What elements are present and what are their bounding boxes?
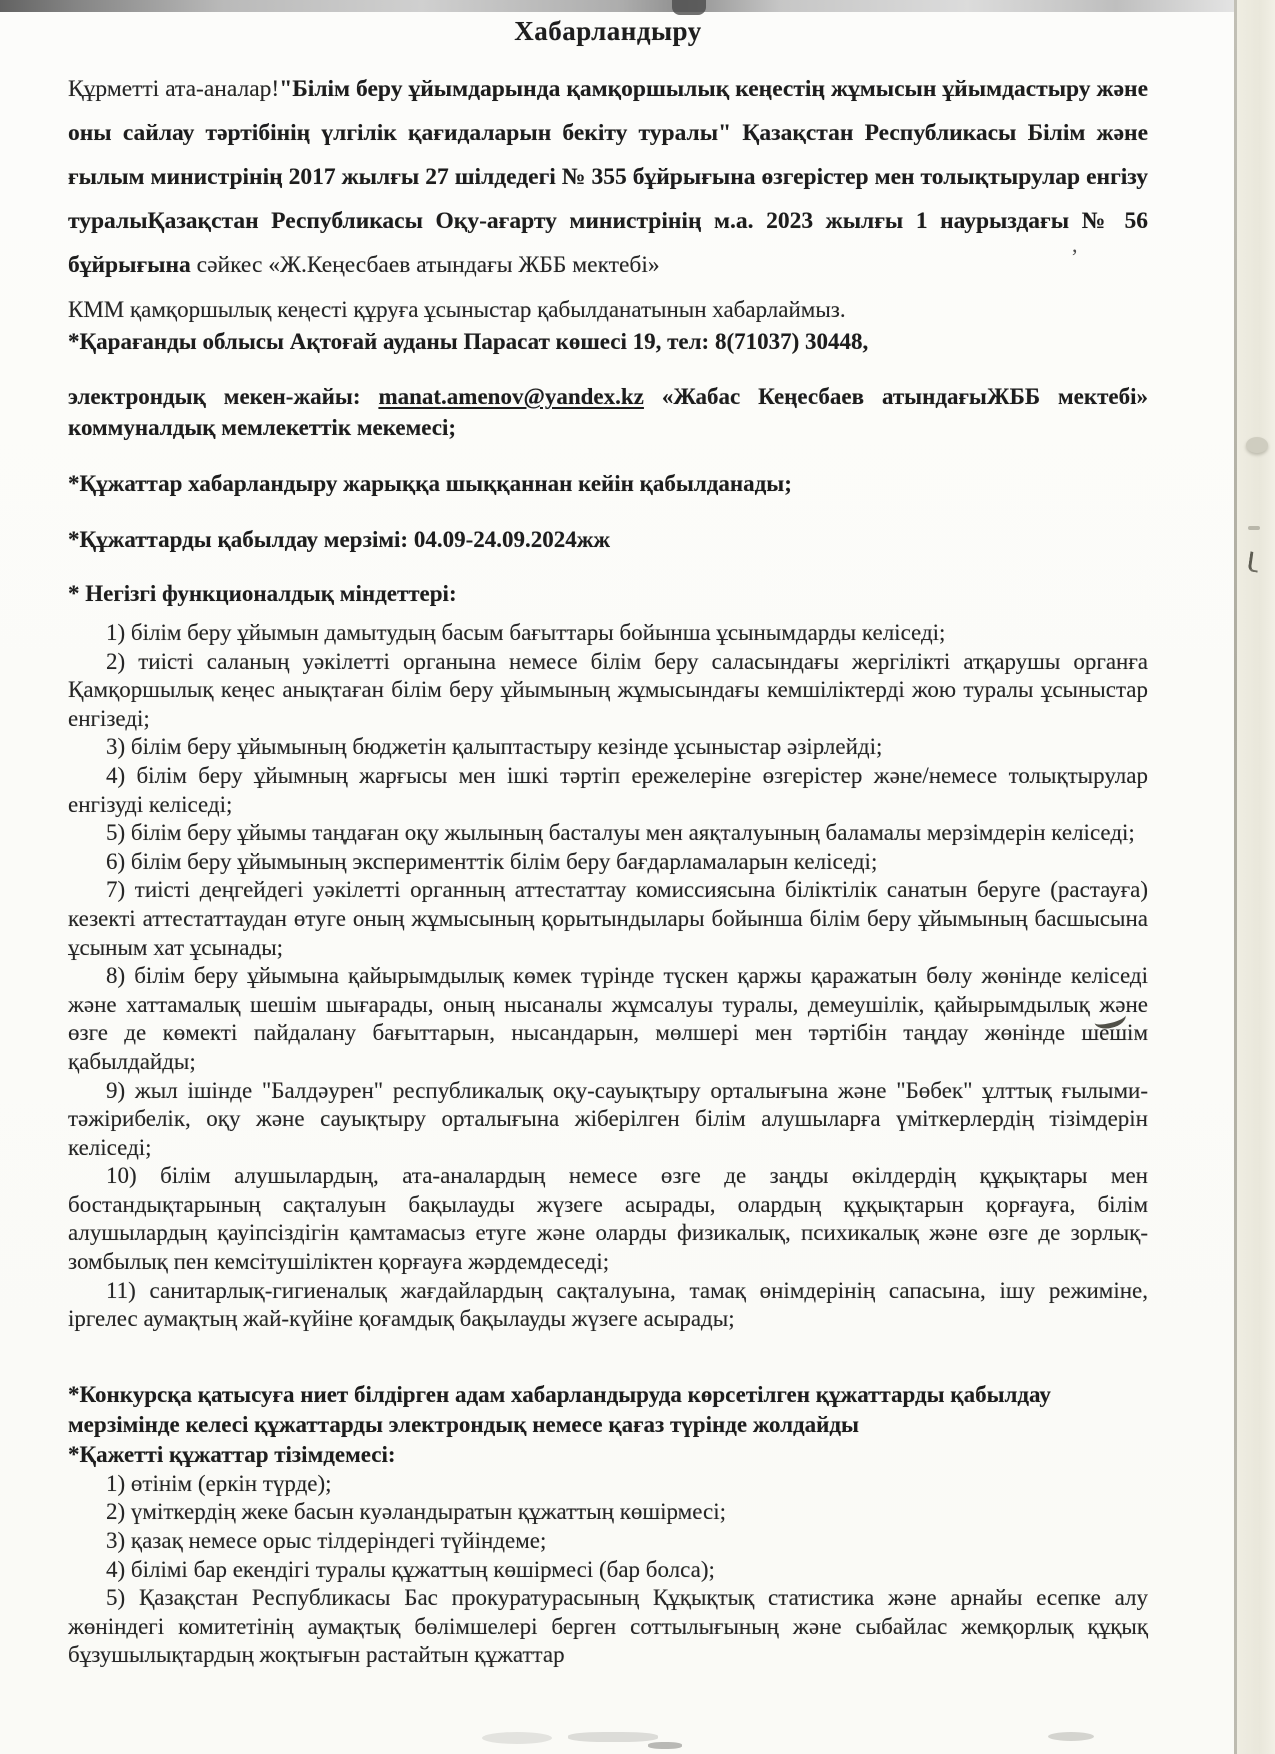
right-edge-strip [1237, 0, 1275, 1754]
scan-top-edge-artifact [0, 0, 1240, 12]
deadline-note: *Құжаттарды қабылдау мерзімі: 04.09-24.09.2024жж [68, 527, 611, 552]
email-label: электрондық мекен-жайы: [68, 384, 379, 409]
intro-paragraph [68, 67, 1148, 287]
scan-smudge [568, 1732, 658, 1742]
duty-item: 6) білім беру ұйымының эксперименттік білім беру бағдарламаларын келіседі; [106, 848, 878, 874]
scan-smudge [482, 1732, 552, 1744]
required-doc-item: 1) өтінім (еркін түрде); [106, 1470, 332, 1496]
duty-item: 2) тиісті саланың уәкілетті органына немесе білім беру саласындағы жергілікті атқарушы органға Қамқоршылық кеңес анықтаған білім беру ұйымының жұмысындағы кемшіліктерді жою туралы ұсыныстар енгізеді; [68, 648, 1148, 731]
required-doc-item: 4) білімі бар екендігі туралы құжаттың көшірмесі (бар болса); [106, 1556, 715, 1582]
duty-item: 7) тиісті деңгейдегі уәкілетті органның аттестаттау комиссиясына біліктілік санатын беруге (растауға) кезекті аттестаттаудан өтуге оның жұмысының қорытындылары бойынша білім беру ұйымының басшысына ұсыным хат ұсынады; [68, 877, 1148, 960]
duty-item: 4) білім беру ұйымның жарғысы мен ішкі тәртіп ережелеріне өзгерістер және/немесе толықтырулар енгізуді келіседі; [68, 762, 1148, 817]
scan-top-blob-artifact [672, 0, 706, 15]
docs-accepted-note: *Құжаттар хабарландыру жарыққа шыққаннан кейін қабылданады; [68, 471, 792, 496]
scan-smudge [1248, 526, 1260, 530]
duty-item: 8) білім беру ұйымына қайырымдылық көмек түрінде түскен қаржы қаражатын бөлу жөнінде келіседі және хаттамалық шешім шығарады, оның нысаналы жұмсалуы туралы, демеушілік, қайырымдылық және өзге де көмекті пайдалану бағыттарын, нысандарын, мөлшері мен тәртібін таңдау жөнінде шешім қабылдайды; [68, 963, 1148, 1074]
duty-item: 10) білім алушылардың, ата-аналардың немесе өзге де заңды өкілдердің құқықтары мен бостандықтарының сақталуын бақылауды жүзеге асырады, олардың құқықтарын қорғауға, білім алушылардың қауіпсіздігін қамтамасыз етуге және оларды физикалық, психикалық және өзге де зорлық-зомбылық пен кемсітушіліктен қорғауға жәрдемдеседі; [68, 1163, 1148, 1275]
duty-item: 1) білім беру ұйымын дамытудың басым бағыттары бойынша ұсынымдарды келіседі; [106, 620, 946, 645]
stray-comma-mark: , [1072, 232, 1078, 257]
duty-item: 5) білім беру ұйымы таңдаған оқу жылының басталуы мен аяқталуының баламалы мерзімдерін келіседі; [106, 820, 1135, 846]
duty-item: 11) санитарлық-гигиеналық жағдайлардың сақталуына, тамақ өнімдерінің сапасына, ішу режиміне, іргелес аумақтың жай-күйіне қоғамдық бақылауды жүзеге асырады; [68, 1277, 1148, 1332]
address-line: *Қарағанды облысы Ақтоғай ауданы Парасат көшесі 19, тел: 8(71037) 30448, [68, 329, 869, 354]
intro-greeting: Құрметті ата-аналар! [68, 76, 280, 102]
document-body [68, 16, 1148, 1670]
duties-list [68, 619, 1148, 1334]
scan-smudge [1246, 437, 1268, 453]
page-title: Хабарландыру [514, 16, 702, 46]
required-doc-item: 2) үміткердің жеке басын куәландыратын құжаттың көшірмесі; [106, 1499, 726, 1525]
email-paragraph [68, 381, 1148, 443]
email-address: manat.amenov@yandex.kz [378, 384, 644, 409]
duty-item: 3) білім беру ұйымының бюджетін қалыптастыру кезінде ұсыныстар әзірлейді; [106, 734, 883, 760]
scan-smudge [1048, 1732, 1094, 1741]
required-doc-item: 3) қазақ немесе орыс тілдеріндегі түйіндеме; [106, 1528, 547, 1554]
duty-item: 9) жыл ішінде "Балдәурен" республикалық оқу-сауықтыру орталығына және "Бөбек" ұлттық ғылыми-тәжірибелік, оқу және сауықтыру орталығына жіберілген білім алушыларға үміткерлердің тізімдерін келіседі; [68, 1077, 1148, 1160]
required-doc-item: 5) Қазақстан Республикасы Бас прокуратурасының Құқықтық статистика және арнайы есепке алу жөніндегі комитетінің аумақтық бөлімшелері берген соттылығының және сыбайлас жемқорлық құқық бұзушылықтардың жоқтығын растайтын құжаттар [68, 1585, 1148, 1668]
competition-note: *Конкурсқа қатысуға ниет білдірген адам хабарландыруда көрсетілген құжаттарды қабылдау мерзімінде келесі құжаттарды электрондық немесе қағаз түрінде жолдайды [68, 1381, 1051, 1437]
intro-order-reference: "Білім беру ұйымдарында қамқоршылық кеңестің жұмысын ұйымдастыру және оны сайлау тәртібінің үлгілік қағидаларын бекіту туралы" Қазақстан Республикасы Білім және ғылым министрінің 2017 жылғы 27 шілдедегі № 355 бұйрығына өзгерістер мен толықтырулар енгізу туралыҚазақстан Республикасы Оқу-ағарту министрінің м.а. 2023 жылғы 1 наурыздағы № 56 бұйрығына [68, 76, 1148, 278]
kmm-announcement-line: КММ қамқоршылық кеңесті құруға ұсыныстар қабылданатынын хабарлаймыз. [68, 297, 846, 322]
school-entity-name: «Жабас Кеңесбаев атындағыЖББ мектебі» коммуналдық мемлекеттік мекемесі; [68, 384, 1148, 440]
required-docs-list [68, 1470, 1148, 1670]
intro-school-reference: сәйкес «Ж.Кеңесбаев атындағы ЖББ мектебі» [190, 252, 660, 278]
required-docs-heading: *Қажетті құжаттар тізімдемесі: [68, 1441, 396, 1467]
scan-smudge [648, 1742, 682, 1749]
duties-heading: * Негізгі функционалдық міндеттері: [68, 581, 457, 606]
